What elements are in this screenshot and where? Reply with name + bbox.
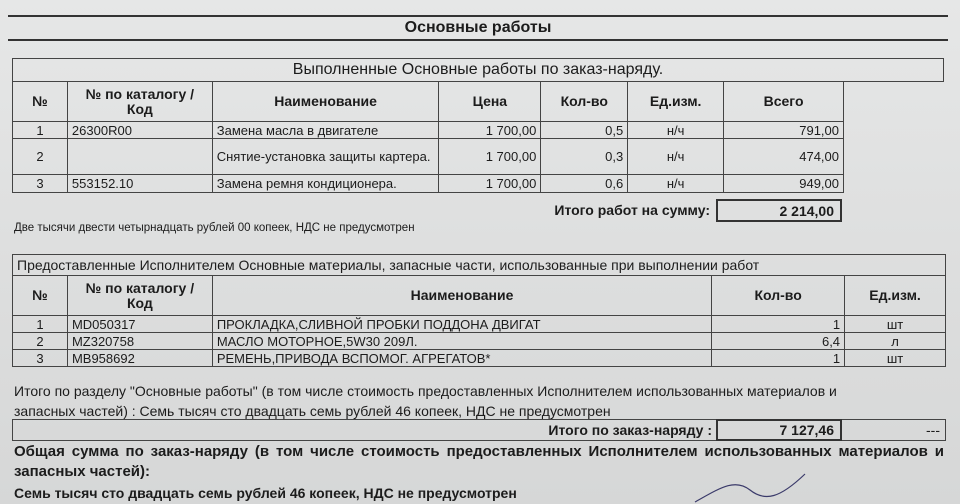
row-unit: н/ч	[628, 139, 724, 175]
col-unit: Ед.изм.	[628, 82, 724, 122]
materials-header-row	[13, 276, 946, 316]
row-num: 2	[13, 139, 68, 175]
order-total-dash: ---	[926, 422, 940, 438]
row-qty: 1	[712, 350, 845, 367]
col-qty: Кол-во	[712, 276, 845, 316]
col-num: №	[13, 82, 68, 122]
row-total: 949,00	[724, 175, 844, 193]
table-row	[13, 139, 844, 175]
row-code: 553152.10	[67, 175, 212, 193]
row-price: 1 700,00	[439, 139, 541, 175]
materials-table	[12, 275, 946, 367]
row-unit: шт	[845, 350, 946, 367]
signature-mark	[690, 468, 810, 504]
row-unit: л	[845, 333, 946, 350]
col-code: № по каталогу / Код	[67, 82, 212, 122]
row-name: РЕМЕНЬ,ПРИВОДА ВСПОМОГ. АГРЕГАТОВ*	[212, 350, 711, 367]
row-unit: н/ч	[628, 175, 724, 193]
col-unit: Ед.изм.	[845, 276, 946, 316]
row-num: 2	[13, 333, 68, 350]
col-name: Наименование	[212, 82, 439, 122]
col-total: Всего	[724, 82, 844, 122]
row-name: МАСЛО МОТОРНОЕ,5W30 209Л.	[212, 333, 711, 350]
row-total: 474,00	[724, 139, 844, 175]
section-total-text: Итого по разделу "Основные работы" (в том числе стоимость предоставленных Исполнителем использованных материалов и запасных частей) : Семь тысяч сто двадцать семь рублей 46 копеек, НДС не предусмотрен	[14, 383, 837, 419]
row-price: 1 700,00	[439, 175, 541, 193]
order-total-value: 7 127,46	[716, 419, 842, 441]
row-num: 1	[13, 122, 68, 139]
row-qty: 0,3	[541, 139, 628, 175]
materials-table-title: Предоставленные Исполнителем Основные материалы, запасные части, использованные при выполнении работ	[12, 254, 946, 276]
col-name: Наименование	[212, 276, 711, 316]
row-name: Замена ремня кондиционера.	[212, 175, 439, 193]
row-qty: 1	[712, 316, 845, 333]
row-code: 26300R00	[67, 122, 212, 139]
row-qty: 6,4	[712, 333, 845, 350]
row-code: MZ320758	[67, 333, 212, 350]
row-total: 791,00	[724, 122, 844, 139]
col-price: Цена	[439, 82, 541, 122]
row-code: MB958692	[67, 350, 212, 367]
grand-total-text: Общая сумма по заказ-наряду (в том числе стоимость предоставленных Исполнителем использованных материалов и запасных частей):	[14, 443, 944, 480]
col-code: № по каталогу / Код	[67, 276, 212, 316]
table-row	[13, 350, 946, 367]
works-sum-value: 2 214,00	[716, 199, 842, 222]
works-table	[12, 81, 844, 193]
table-row	[13, 122, 844, 139]
row-name: Снятие-установка защиты картера.	[212, 139, 439, 175]
row-code	[67, 139, 212, 175]
col-qty: Кол-во	[541, 82, 628, 122]
row-price: 1 700,00	[439, 122, 541, 139]
row-num: 1	[13, 316, 68, 333]
row-code: MD050317	[67, 316, 212, 333]
works-table-title: Выполненные Основные работы по заказ-наряду.	[12, 58, 944, 82]
row-unit: шт	[845, 316, 946, 333]
row-qty: 0,5	[541, 122, 628, 139]
section-title: Основные работы	[8, 15, 948, 41]
works-sum-label: Итого работ на сумму:	[554, 202, 710, 218]
works-header-row	[13, 82, 844, 122]
row-num: 3	[13, 175, 68, 193]
col-num: №	[13, 276, 68, 316]
grand-total-words: Семь тысяч сто двадцать семь рублей 46 копеек, НДС не предусмотрен	[14, 485, 517, 501]
order-total-label: Итого по заказ-наряду :	[548, 422, 712, 438]
row-num: 3	[13, 350, 68, 367]
table-row	[13, 333, 946, 350]
row-unit: н/ч	[628, 122, 724, 139]
row-qty: 0,6	[541, 175, 628, 193]
table-row	[13, 175, 844, 193]
row-name: ПРОКЛАДКА,СЛИВНОЙ ПРОБКИ ПОДДОНА ДВИГАТ	[212, 316, 711, 333]
row-name: Замена масла в двигателе	[212, 122, 439, 139]
works-sum-words: Две тысячи двести четырнадцать рублей 00 копеек, НДС не предусмотрен	[14, 222, 415, 234]
table-row	[13, 316, 946, 333]
